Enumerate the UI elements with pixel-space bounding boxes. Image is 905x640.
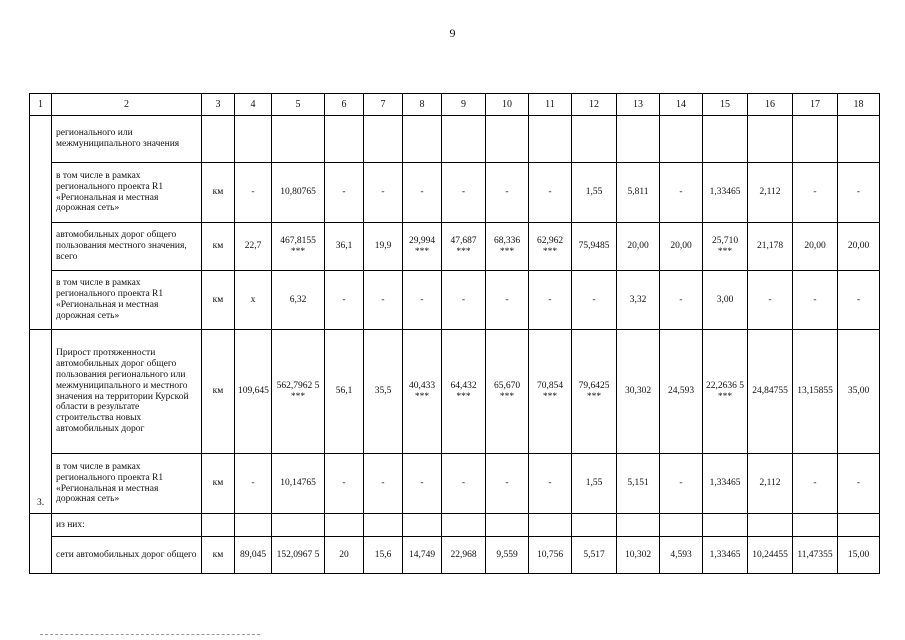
row-description: из них: — [52, 514, 202, 537]
value-cell — [617, 514, 660, 537]
unit-cell: км — [202, 330, 235, 454]
header-cell: 17 — [793, 94, 838, 116]
table-row — [30, 537, 880, 574]
value-cell: - — [325, 163, 364, 223]
value-cell: 24,593 — [660, 330, 703, 454]
value-cell: 62,962 *** — [529, 223, 572, 271]
value-cell: - — [486, 271, 529, 330]
value-cell: 24,84755 — [748, 330, 793, 454]
value-cell: 5,811 — [617, 163, 660, 223]
value-cell: 20 — [325, 537, 364, 574]
value-cell — [748, 116, 793, 163]
value-cell: 25,710 *** — [703, 223, 748, 271]
value-cell: - — [486, 163, 529, 223]
value-cell — [325, 116, 364, 163]
header-cell: 13 — [617, 94, 660, 116]
value-cell: 4,593 — [660, 537, 703, 574]
row-description: в том числе в рамках регионального проекта R1 «Региональная и местная дорожная сеть» — [52, 454, 202, 514]
value-cell: 56,1 — [325, 330, 364, 454]
value-cell: - — [442, 163, 486, 223]
value-cell: 1,55 — [572, 163, 617, 223]
header-cell: 18 — [838, 94, 880, 116]
value-cell: - — [403, 454, 442, 514]
value-cell: 79,6425 *** — [572, 330, 617, 454]
value-cell: 36,1 — [325, 223, 364, 271]
value-cell: 20,00 — [660, 223, 703, 271]
value-cell: 1,55 — [572, 454, 617, 514]
header-cell: 14 — [660, 94, 703, 116]
value-cell: 10,302 — [617, 537, 660, 574]
value-cell: 21,178 — [748, 223, 793, 271]
value-cell: 15,6 — [364, 537, 403, 574]
value-cell: 152,0967 5 — [272, 537, 325, 574]
value-cell: - — [364, 271, 403, 330]
header-cell: 4 — [235, 94, 272, 116]
value-cell — [572, 116, 617, 163]
table-row — [30, 163, 880, 223]
value-cell: - — [235, 454, 272, 514]
value-cell — [235, 116, 272, 163]
value-cell: 10,24455 — [748, 537, 793, 574]
header-row — [30, 94, 880, 116]
value-cell — [235, 514, 272, 537]
value-cell: - — [572, 271, 617, 330]
value-cell: 1,33465 — [703, 454, 748, 514]
value-cell: 20,00 — [793, 223, 838, 271]
value-cell — [272, 514, 325, 537]
value-cell — [660, 514, 703, 537]
value-cell: - — [442, 271, 486, 330]
table-row — [30, 514, 880, 537]
value-cell: 35,5 — [364, 330, 403, 454]
indicator-table — [29, 93, 880, 574]
value-cell: - — [403, 271, 442, 330]
header-cell: 5 — [272, 94, 325, 116]
value-cell: 3,32 — [617, 271, 660, 330]
scan-artifact — [40, 634, 260, 637]
value-cell: 15,00 — [838, 537, 880, 574]
value-cell: - — [660, 271, 703, 330]
row-description: в том числе в рамках регионального проекта R1 «Региональная и местная дорожная сеть» — [52, 271, 202, 330]
value-cell: 10,756 — [529, 537, 572, 574]
unit-cell: км — [202, 537, 235, 574]
unit-cell: км — [202, 454, 235, 514]
row-number-cell: 3. — [30, 330, 52, 514]
row-description: Прирост протяженности автомобильных дорог общего пользования регионального или межмуниципального и местного значения на территории Курской области в результате строительства новых автомобильных дорог — [52, 330, 202, 454]
value-cell — [703, 116, 748, 163]
value-cell: - — [838, 163, 880, 223]
header-cell: 2 — [52, 94, 202, 116]
value-cell: 14,749 — [403, 537, 442, 574]
row-number-cell — [30, 514, 52, 574]
table-row — [30, 330, 880, 454]
value-cell — [748, 514, 793, 537]
value-cell: 467,8155 *** — [272, 223, 325, 271]
value-cell — [703, 514, 748, 537]
header-cell: 11 — [529, 94, 572, 116]
value-cell: 5,151 — [617, 454, 660, 514]
value-cell: 22,2636 5 *** — [703, 330, 748, 454]
value-cell — [793, 116, 838, 163]
value-cell — [442, 514, 486, 537]
row-description: регионального или межмуниципального значения — [52, 116, 202, 163]
value-cell: 70,854 *** — [529, 330, 572, 454]
value-cell: - — [748, 271, 793, 330]
value-cell: 22,7 — [235, 223, 272, 271]
value-cell: - — [529, 163, 572, 223]
row-description: автомобильных дорог общего пользования местного значения, всего — [52, 223, 202, 271]
value-cell: - — [325, 271, 364, 330]
value-cell: 19,9 — [364, 223, 403, 271]
value-cell — [617, 116, 660, 163]
value-cell — [325, 514, 364, 537]
value-cell: - — [403, 163, 442, 223]
value-cell: 35,00 — [838, 330, 880, 454]
value-cell — [442, 116, 486, 163]
table-row — [30, 116, 880, 163]
unit-cell — [202, 514, 235, 537]
value-cell: - — [442, 454, 486, 514]
header-cell: 1 — [30, 94, 52, 116]
value-cell — [838, 514, 880, 537]
value-cell: - — [325, 454, 364, 514]
value-cell: - — [793, 163, 838, 223]
value-cell: 10,80765 — [272, 163, 325, 223]
header-cell: 3 — [202, 94, 235, 116]
value-cell — [364, 116, 403, 163]
unit-cell: км — [202, 163, 235, 223]
value-cell: 13,15855 — [793, 330, 838, 454]
page-number: 9 — [449, 26, 456, 40]
value-cell: - — [529, 454, 572, 514]
value-cell: - — [660, 163, 703, 223]
table-row — [30, 223, 880, 271]
value-cell — [529, 514, 572, 537]
value-cell — [572, 514, 617, 537]
value-cell: 5,517 — [572, 537, 617, 574]
value-cell: - — [529, 271, 572, 330]
value-cell: - — [486, 454, 529, 514]
value-cell: 47,687 *** — [442, 223, 486, 271]
value-cell: 20,00 — [838, 223, 880, 271]
header-cell: 6 — [325, 94, 364, 116]
value-cell: 40,433 *** — [403, 330, 442, 454]
value-cell: 64,432 *** — [442, 330, 486, 454]
unit-cell: км — [202, 271, 235, 330]
value-cell — [793, 514, 838, 537]
value-cell: - — [838, 271, 880, 330]
table-row — [30, 271, 880, 330]
header-cell: 10 — [486, 94, 529, 116]
value-cell — [403, 514, 442, 537]
value-cell — [838, 116, 880, 163]
value-cell: 3,00 — [703, 271, 748, 330]
value-cell: - — [793, 454, 838, 514]
value-cell — [486, 514, 529, 537]
unit-cell: км — [202, 223, 235, 271]
value-cell: 109,645 — [235, 330, 272, 454]
value-cell: 6,32 — [272, 271, 325, 330]
value-cell: 2,112 — [748, 454, 793, 514]
value-cell — [403, 116, 442, 163]
value-cell — [529, 116, 572, 163]
value-cell: 11,47355 — [793, 537, 838, 574]
value-cell: 20,00 — [617, 223, 660, 271]
header-cell: 8 — [403, 94, 442, 116]
value-cell: 68,336 *** — [486, 223, 529, 271]
value-cell: - — [793, 271, 838, 330]
value-cell: 10,14765 — [272, 454, 325, 514]
header-cell: 15 — [703, 94, 748, 116]
value-cell — [660, 116, 703, 163]
unit-cell — [202, 116, 235, 163]
value-cell: - — [235, 163, 272, 223]
value-cell: 1,33465 — [703, 163, 748, 223]
value-cell: х — [235, 271, 272, 330]
value-cell: 9,559 — [486, 537, 529, 574]
row-description: сети автомобильных дорог общего — [52, 537, 202, 574]
value-cell: 1,33465 — [703, 537, 748, 574]
value-cell: - — [838, 454, 880, 514]
header-cell: 7 — [364, 94, 403, 116]
value-cell — [486, 116, 529, 163]
row-number-cell — [30, 116, 52, 330]
table-row — [30, 454, 880, 514]
value-cell: 89,045 — [235, 537, 272, 574]
header-cell: 12 — [572, 94, 617, 116]
value-cell: - — [364, 163, 403, 223]
value-cell: 2,112 — [748, 163, 793, 223]
value-cell: 29,994 *** — [403, 223, 442, 271]
value-cell: 65,670 *** — [486, 330, 529, 454]
header-cell: 9 — [442, 94, 486, 116]
value-cell: 562,7962 5 *** — [272, 330, 325, 454]
value-cell: - — [660, 454, 703, 514]
value-cell: 75,9485 — [572, 223, 617, 271]
value-cell: - — [364, 454, 403, 514]
row-description: в том числе в рамках регионального проекта R1 «Региональная и местная дорожная сеть» — [52, 163, 202, 223]
value-cell: 22,968 — [442, 537, 486, 574]
value-cell — [272, 116, 325, 163]
header-cell: 16 — [748, 94, 793, 116]
value-cell — [364, 514, 403, 537]
value-cell: 30,302 — [617, 330, 660, 454]
